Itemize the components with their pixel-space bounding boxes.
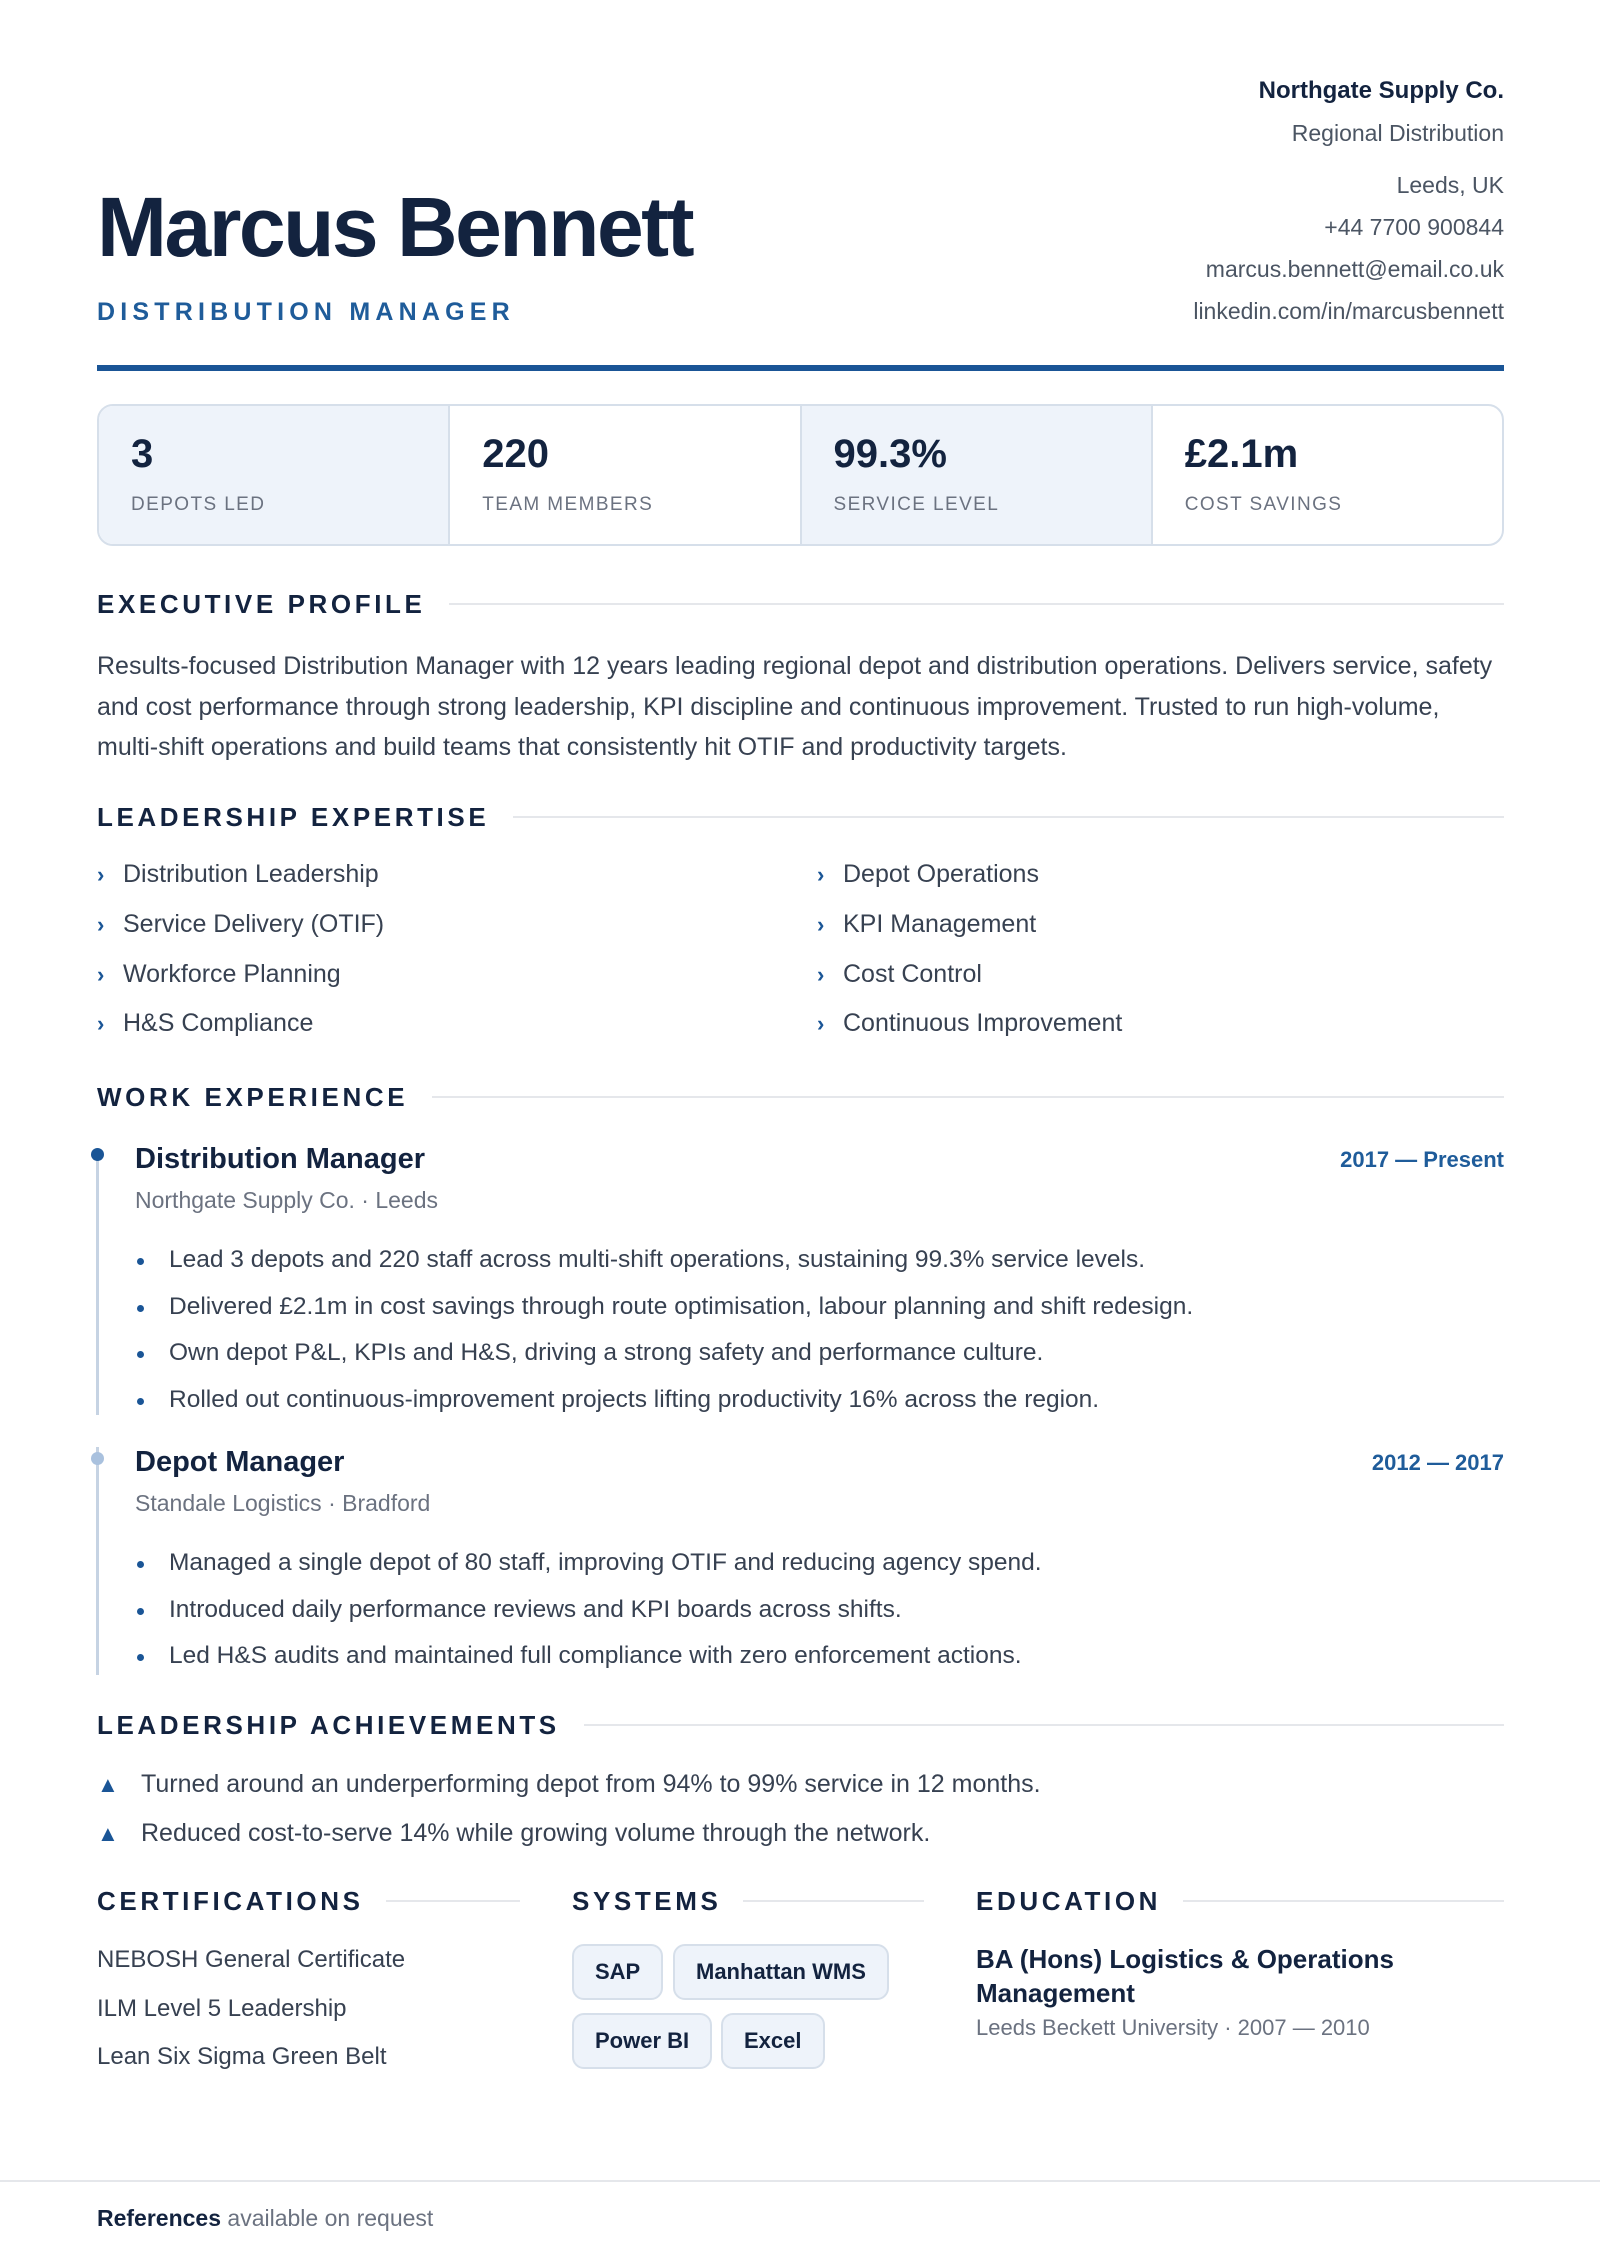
bullet-item: Lead 3 depots and 220 staff across multi-shift operations, sustaining 99.3% service levels. xyxy=(135,1237,1193,1284)
certification-item: NEBOSH General Certificate xyxy=(97,1946,406,1973)
section-title-systems xyxy=(572,1886,924,1916)
achievement-item xyxy=(97,1819,930,1848)
stat-team xyxy=(450,406,801,544)
stat-value: 220 xyxy=(482,432,549,476)
section-divider xyxy=(432,1096,1504,1098)
list-item-label: Continuous Improvement xyxy=(843,1009,1123,1037)
job-entry xyxy=(97,1143,1504,1423)
footer-bold: References xyxy=(97,2205,222,2231)
list-item-label: Depot Operations xyxy=(843,860,1039,888)
list-item-label: Workforce Planning xyxy=(123,960,341,988)
section-title-experience xyxy=(97,1082,1504,1112)
triangle-up-icon: ▲ xyxy=(97,1772,119,1797)
list-item xyxy=(817,1009,1122,1038)
bullet-item: Rolled out continuous-improvement projects lifting productivity 16% across the region. xyxy=(135,1377,1193,1424)
job-dates: 2017 — Present xyxy=(1340,1147,1504,1172)
stat-label: SERVICE LEVEL xyxy=(833,494,1000,515)
email-link[interactable]: marcus.bennett@email.co.uk xyxy=(1205,256,1504,282)
skill-chip: Excel xyxy=(721,2013,825,2069)
bullet-item: Own depot P&L, KPIs and H&S, driving a strong safety and performance culture. xyxy=(135,1330,1193,1377)
department: Regional Distribution xyxy=(1291,120,1504,146)
chevron-right-icon: › xyxy=(817,912,825,937)
section-heading: WORK EXPERIENCE xyxy=(97,1081,409,1112)
list-item xyxy=(97,860,379,889)
section-heading: EDUCATION xyxy=(976,1885,1162,1916)
achievement-text: Turned around an underperforming depot from 94% to 99% service in 12 months. xyxy=(141,1770,1041,1798)
location: Leeds, UK xyxy=(1396,172,1504,198)
stat-value: £2.1m xyxy=(1184,432,1299,476)
candidate-role: DISTRIBUTION MANAGER xyxy=(97,298,515,326)
skill-chip: Manhattan WMS xyxy=(673,1944,889,2000)
stat-label: DEPOTS LED xyxy=(131,494,266,515)
contact-block xyxy=(1193,70,1504,332)
stat-value: 3 xyxy=(131,432,154,476)
section-divider xyxy=(1183,1900,1504,1902)
list-item xyxy=(97,1009,313,1038)
chevron-right-icon: › xyxy=(817,1011,825,1036)
section-divider xyxy=(513,816,1504,818)
section-heading: SYSTEMS xyxy=(572,1885,722,1916)
job-dates: 2012 — 2017 xyxy=(1371,1450,1504,1475)
achievement-text: Reduced cost-to-serve 14% while growing volume through the network. xyxy=(141,1819,931,1847)
footer-divider xyxy=(0,2180,1600,2182)
section-heading: LEADERSHIP ACHIEVEMENTS xyxy=(97,1709,560,1740)
chevron-right-icon: › xyxy=(97,962,105,987)
candidate-name: Marcus Bennett xyxy=(97,180,693,274)
chevron-right-icon: › xyxy=(97,1011,105,1036)
job-title: Distribution Manager xyxy=(135,1143,426,1175)
bullet-item: Managed a single depot of 80 staff, improving OTIF and reducing agency spend. xyxy=(135,1540,1042,1587)
section-heading: LEADERSHIP EXPERTISE xyxy=(97,801,490,832)
footer-note xyxy=(97,2205,433,2232)
list-item xyxy=(817,960,982,989)
job-title: Depot Manager xyxy=(135,1446,345,1478)
chevron-right-icon: › xyxy=(817,862,825,887)
resume-header xyxy=(97,70,1504,370)
stat-savings xyxy=(1153,406,1502,544)
education-degree: BA (Hons) Logistics & Operations Management xyxy=(976,1944,1394,2008)
skill-chip: SAP xyxy=(572,1944,663,2000)
chevron-right-icon: › xyxy=(97,862,105,887)
list-item-label: Cost Control xyxy=(843,960,982,988)
certification-item: ILM Level 5 Leadership xyxy=(97,1995,347,2022)
section-title-achievements xyxy=(97,1710,1504,1740)
achievement-item xyxy=(97,1770,1041,1799)
company-name: Northgate Supply Co. xyxy=(1258,77,1504,104)
list-item-label: Service Delivery (OTIF) xyxy=(123,910,385,938)
list-item-label: KPI Management xyxy=(843,910,1037,938)
job-org: Northgate Supply Co. · Leeds xyxy=(135,1187,439,1213)
chevron-right-icon: › xyxy=(817,962,825,987)
bullet-item: Led H&S audits and maintained full compliance with zero enforcement actions. xyxy=(135,1633,1042,1680)
section-divider xyxy=(449,603,1504,605)
triangle-up-icon: ▲ xyxy=(97,1821,119,1846)
stat-label: TEAM MEMBERS xyxy=(482,494,654,515)
job-entry xyxy=(97,1446,1504,1676)
section-title-certifications xyxy=(97,1886,520,1916)
skill-chip: Power BI xyxy=(572,2013,712,2069)
list-item xyxy=(97,960,341,989)
section-heading: CERTIFICATIONS xyxy=(97,1885,364,1916)
job-bullets xyxy=(135,1540,1042,1680)
stat-service xyxy=(802,406,1153,544)
list-item xyxy=(817,910,1036,939)
list-item-label: H&S Compliance xyxy=(123,1009,314,1037)
section-heading: EXECUTIVE PROFILE xyxy=(97,588,426,619)
stat-depots xyxy=(99,406,450,544)
job-bullets xyxy=(135,1237,1193,1423)
bullet-item: Introduced daily performance reviews and KPI boards across shifts. xyxy=(135,1587,1042,1634)
profile-text: Results-focused Distribution Manager with 12 years leading regional depot and distribution operations. Delivers service, safety and cost performance through strong leadership, KPI discipline and continuous improvement. Trusted to run high-volume, multi-shift operations and build teams that consistently hit OTIF and productivity targets. xyxy=(97,652,1493,761)
list-item xyxy=(97,910,384,939)
section-title-education xyxy=(976,1886,1504,1916)
job-org: Standale Logistics · Bradford xyxy=(135,1490,431,1516)
section-divider xyxy=(743,1900,924,1902)
section-divider xyxy=(584,1724,1504,1726)
footer-rest: available on request xyxy=(221,2205,434,2231)
stats-panel xyxy=(97,404,1504,546)
education-school: Leeds Beckett University · 2007 — 2010 xyxy=(976,2015,1370,2040)
chevron-right-icon: › xyxy=(97,912,105,937)
section-title-expertise xyxy=(97,802,1504,832)
list-item-label: Distribution Leadership xyxy=(123,860,379,888)
bullet-item: Delivered £2.1m in cost savings through route optimisation, labour planning and shift redesign. xyxy=(135,1284,1193,1331)
stat-value: 99.3% xyxy=(833,432,947,476)
linkedin-link[interactable]: linkedin.com/in/marcusbennett xyxy=(1193,298,1504,324)
section-divider xyxy=(386,1900,520,1902)
list-item xyxy=(817,860,1039,889)
section-title-profile xyxy=(97,589,1504,619)
stat-label: COST SAVINGS xyxy=(1184,494,1343,515)
header-divider xyxy=(97,365,1504,371)
certification-item: Lean Six Sigma Green Belt xyxy=(97,2043,387,2070)
phone: +44 7700 900844 xyxy=(1324,214,1504,240)
